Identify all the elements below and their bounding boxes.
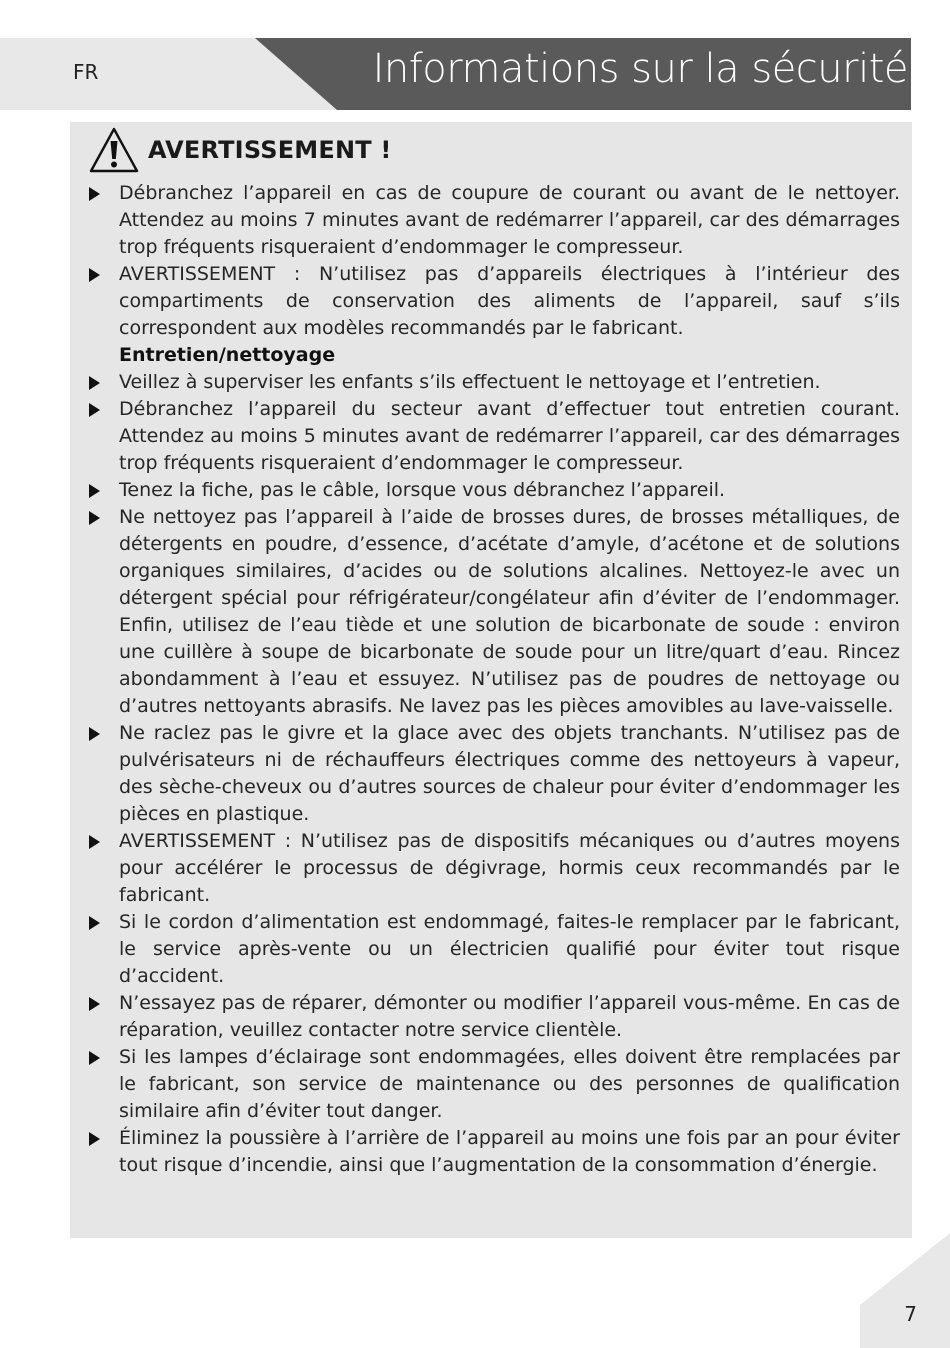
list-item bbox=[88, 1044, 900, 1125]
bullet-triangle-icon bbox=[89, 484, 100, 498]
list-item bbox=[88, 504, 900, 720]
bullet-triangle-icon bbox=[89, 376, 100, 390]
list-item-text: Débranchez l’appareil en cas de coupure de courant ou avant de le nettoyer. Attendez au moins 7 minutes avant de redémarrer l’appareil, car des démarrages trop fréquents risqueraient d’endommager le compresseur. bbox=[119, 182, 900, 258]
list-item bbox=[88, 909, 900, 990]
list-item-text: N’essayez pas de réparer, démonter ou modifier l’appareil vous-même. En cas de réparation, veuillez contacter notre service clientèle. bbox=[119, 992, 900, 1041]
list-item-text: Si les lampes d’éclairage sont endommagées, elles doivent être remplacées par le fabricant, son service de maintenance ou des personnes de qualification similaire afin d’éviter tout danger. bbox=[119, 1046, 900, 1122]
bullet-triangle-icon bbox=[89, 511, 100, 525]
list-item-text: AVERTISSEMENT : N’utilisez pas d’appareils électriques à l’intérieur des compartiments de conservation des aliments de l’appareil, sauf s’ils correspondent aux modèles recommandés par le fabricant. bbox=[119, 263, 900, 339]
page-title: Informations sur la sécurité bbox=[372, 46, 908, 92]
list-item bbox=[88, 828, 900, 909]
list-item-text: Si le cordon d’alimentation est endommagé, faites-le remplacer par le fabricant, le service après-vente ou un électricien qualifié pour éviter tout risque d’accident. bbox=[119, 911, 900, 987]
list-item bbox=[88, 180, 900, 261]
section-heading: Entretien/nettoyage bbox=[119, 344, 336, 366]
list-item bbox=[88, 261, 900, 342]
list-item bbox=[88, 990, 900, 1044]
bullet-triangle-icon bbox=[89, 403, 100, 417]
list-item bbox=[88, 477, 900, 504]
list-item-text: Ne nettoyez pas l’appareil à l’aide de brosses dures, de brosses métalliques, de détergents en poudre, d’essence, d’acétate d’amyle, d’acétone et de solutions organiques similaires, d’acides ou de solutions alcalines. Nettoyez-le avec un détergent spécial pour réfrigérateur/congélateur afin d’éviter de l’endommager. Enfin, utilisez de l’eau tiède et une solution de bicarbonate de soude : environ une cuillère à soupe de bicarbonate de soude pour un litre/quart d’eau. Rincez abondamment à l’eau et essuyez. N’utilisez pas de poudres de nettoyage ou d’autres nettoyants abrasifs. Ne lavez pas les pièces amovibles au lave-vaisselle. bbox=[119, 506, 900, 717]
bullet-triangle-icon bbox=[89, 1051, 100, 1065]
bullet-triangle-icon bbox=[89, 997, 100, 1011]
list-item-text: Éliminez la poussière à l’arrière de l’appareil au moins une fois par an pour éviter tout risque d’incendie, ainsi que l’augmentation de la consommation d’énergie. bbox=[119, 1127, 900, 1176]
bullet-triangle-icon bbox=[89, 835, 100, 849]
list-item-text: AVERTISSEMENT : N’utilisez pas de dispositifs mécaniques ou d’autres moyens pour accélérer le processus de dégivrage, hormis ceux recommandés par le fabricant. bbox=[119, 830, 900, 906]
page-corner bbox=[860, 1233, 950, 1348]
list-item bbox=[88, 1125, 900, 1179]
bullet-triangle-icon bbox=[89, 916, 100, 930]
language-label: FR bbox=[73, 60, 99, 84]
warning-triangle-icon bbox=[88, 126, 140, 174]
safety-list bbox=[88, 180, 900, 1179]
list-item-text: Veillez à superviser les enfants s’ils effectuent le nettoyage et l’entretien. bbox=[119, 371, 821, 393]
warning-title: AVERTISSEMENT ! bbox=[148, 136, 392, 164]
page-number: 7 bbox=[904, 1302, 917, 1326]
list-item bbox=[88, 720, 900, 828]
list-item bbox=[88, 396, 900, 477]
list-item-text: Débranchez l’appareil du secteur avant d’effectuer tout entretien courant. Attendez au moins 5 minutes avant de redémarrer l’appareil, car des démarrages trop fréquents risqueraient d’endommager le compresseur. bbox=[119, 398, 900, 474]
bullet-triangle-icon bbox=[89, 268, 100, 282]
bullet-triangle-icon bbox=[89, 1132, 100, 1146]
bullet-triangle-icon bbox=[89, 727, 100, 741]
bullet-triangle-icon bbox=[89, 187, 100, 201]
list-item-text: Ne raclez pas le givre et la glace avec des objets tranchants. N’utilisez pas de pulvérisateurs ni de réchauffeurs électriques comme des nettoyeurs à vapeur, des sèche-cheveux ou d’autres sources de chaleur pour éviter d’endommager les pièces en plastique. bbox=[119, 722, 900, 825]
warning-heading bbox=[88, 126, 392, 174]
list-item bbox=[88, 369, 900, 396]
list-item-text: Tenez la fiche, pas le câble, lorsque vous débranchez l’appareil. bbox=[119, 479, 726, 501]
